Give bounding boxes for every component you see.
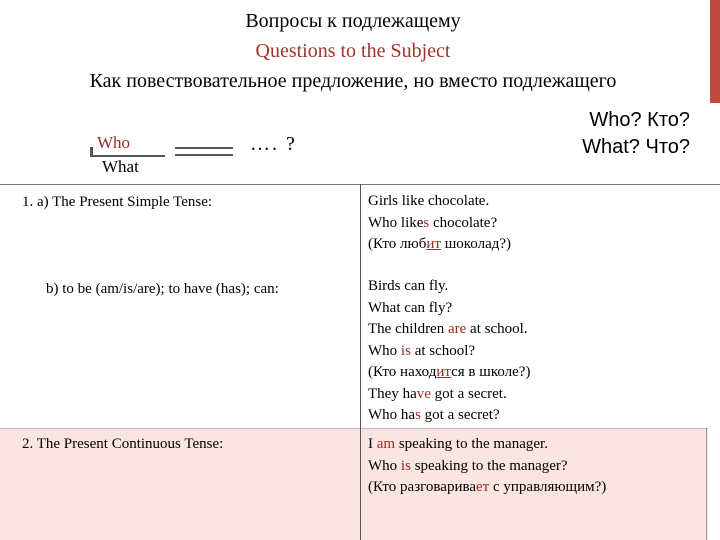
example-line: (Кто любит шоколад?) bbox=[368, 236, 512, 252]
formula-what: What bbox=[102, 157, 139, 176]
example-line: (Кто разговаривает с управляющим?) bbox=[368, 479, 607, 495]
column-divider bbox=[360, 184, 361, 540]
formula-equals-line bbox=[175, 147, 233, 156]
examples-present-simple bbox=[368, 191, 511, 256]
row-separator bbox=[0, 428, 708, 429]
example-line: Birds can fly. bbox=[368, 278, 449, 294]
example-line: I am speaking to the manager. bbox=[368, 436, 548, 452]
example-line: Who has got a secret? bbox=[368, 407, 500, 423]
row-label-present-continuous: 2. The Present Continuous Tense: bbox=[22, 436, 224, 452]
what-translation: What? Что? bbox=[582, 136, 690, 158]
example-line: What can fly? bbox=[368, 299, 453, 316]
example-line: Girls like chocolate. bbox=[368, 193, 490, 209]
formula-dots: …. ? bbox=[250, 133, 297, 155]
example-line: (Кто находится в школе?) bbox=[368, 364, 531, 380]
example-line: The children are at school. bbox=[368, 321, 528, 337]
example-line: Who likes chocolate? bbox=[368, 214, 498, 231]
who-what-translation bbox=[582, 107, 690, 161]
page-title-en: Questions to the Subject bbox=[255, 40, 451, 62]
formula-who: Who bbox=[97, 133, 131, 152]
row-right-border bbox=[706, 428, 707, 540]
accent-side-bar bbox=[710, 0, 720, 103]
page-title-ru: Вопросы к подлежащему bbox=[245, 10, 461, 32]
example-line: They have got a secret. bbox=[368, 385, 507, 402]
who-translation: Who? Кто? bbox=[589, 109, 690, 131]
row-label-present-simple: 1. a) The Present Simple Tense: bbox=[22, 194, 213, 210]
row-label-to-be: b) to be (am/is/are); to have (has); can: bbox=[46, 281, 279, 297]
example-line: Who is at school? bbox=[368, 342, 476, 359]
page-subtitle: Как повествовательное предложение, но вместо подлежащего bbox=[89, 70, 617, 92]
example-line: Who is speaking to the manager? bbox=[368, 457, 568, 474]
examples-present-continuous bbox=[368, 434, 606, 499]
examples-to-be bbox=[368, 276, 530, 427]
